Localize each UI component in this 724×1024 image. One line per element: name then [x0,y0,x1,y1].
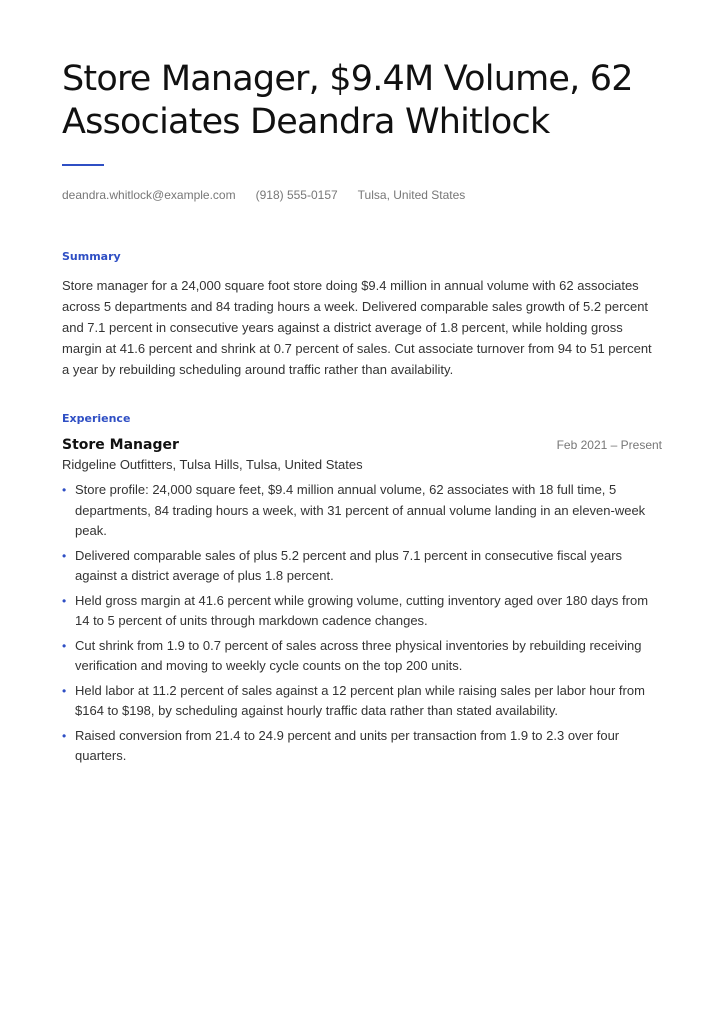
job-company: Ridgeline Outfitters, Tulsa Hills, Tulsa, United States [62,457,363,472]
contact-location: Tulsa, United States [357,188,466,202]
list-item [62,591,662,632]
bullet-icon: • [62,728,67,743]
list-item [62,546,662,587]
bullet-text: Held labor at 11.2 percent of sales against a 12 percent plan while raising sales per labor hour from $164 to $198, by scheduling against hourly traffic data rather than stated availability. [75,682,645,718]
list-item [62,636,662,677]
list-item [62,480,662,542]
job-title: Store Manager [62,437,179,453]
summary-text: Store manager for a 24,000 square foot store doing $9.4 million in annual volume with 62 associates across 5 departments and 84 trading hours a week. Delivered comparable sales growth of 5.2 percent and 7.1 percent in consecutive years against a district average of 1.8 percent, while holding gross margin at 41.6 percent and shrink at 0.7 percent of sales. Cut associate turnover from 94 to 51 percent a year by rebuilding scheduling around traffic rather than availability. [62,278,652,377]
job-dates: Feb 2021 – Present [556,438,662,452]
list-item [62,726,662,767]
bullet-text: Store profile: 24,000 square feet, $9.4 million annual volume, 62 associates with 18 full time, 5 departments, 84 trading hours a week, with 31 percent of annual volume landing in an eleven-week peak. [75,482,646,538]
bullet-icon: • [62,593,67,608]
bullet-icon: • [62,638,67,653]
page-title: Store Manager, $9.4M Volume, 62 Associates Deandra Whitlock [62,59,633,142]
bullet-icon: • [62,683,67,698]
summary-heading: Summary [62,250,121,263]
job-header [62,437,662,453]
resume-page [62,58,662,771]
bullet-icon: • [62,483,67,497]
accent-divider [62,164,104,166]
bullet-text: Held gross margin at 41.6 percent while growing volume, cutting inventory aged over 180 days from 14 to 5 percent of units through markdown cadence changes. [75,592,649,628]
contact-email: deandra.whitlock@example.com [62,188,236,202]
job-bullets [62,480,662,767]
bullet-icon: • [62,548,67,563]
list-item [62,681,662,722]
bullet-text: Raised conversion from 21.4 to 24.9 percent and units per transaction from 1.9 to 2.3 over four quarters. [75,727,620,763]
bullet-text: Delivered comparable sales of plus 5.2 percent and plus 7.1 percent in consecutive fiscal years against a district average of plus 1.8 percent. [75,547,623,583]
contact-line [62,188,662,202]
contact-phone: (918) 555-0157 [255,188,338,202]
job-entry [62,437,662,767]
experience-heading: Experience [62,412,131,425]
bullet-text: Cut shrink from 1.9 to 0.7 percent of sales across three physical inventories by rebuilding receiving verification and moving to weekly cycle counts on the top 200 units. [75,637,642,673]
